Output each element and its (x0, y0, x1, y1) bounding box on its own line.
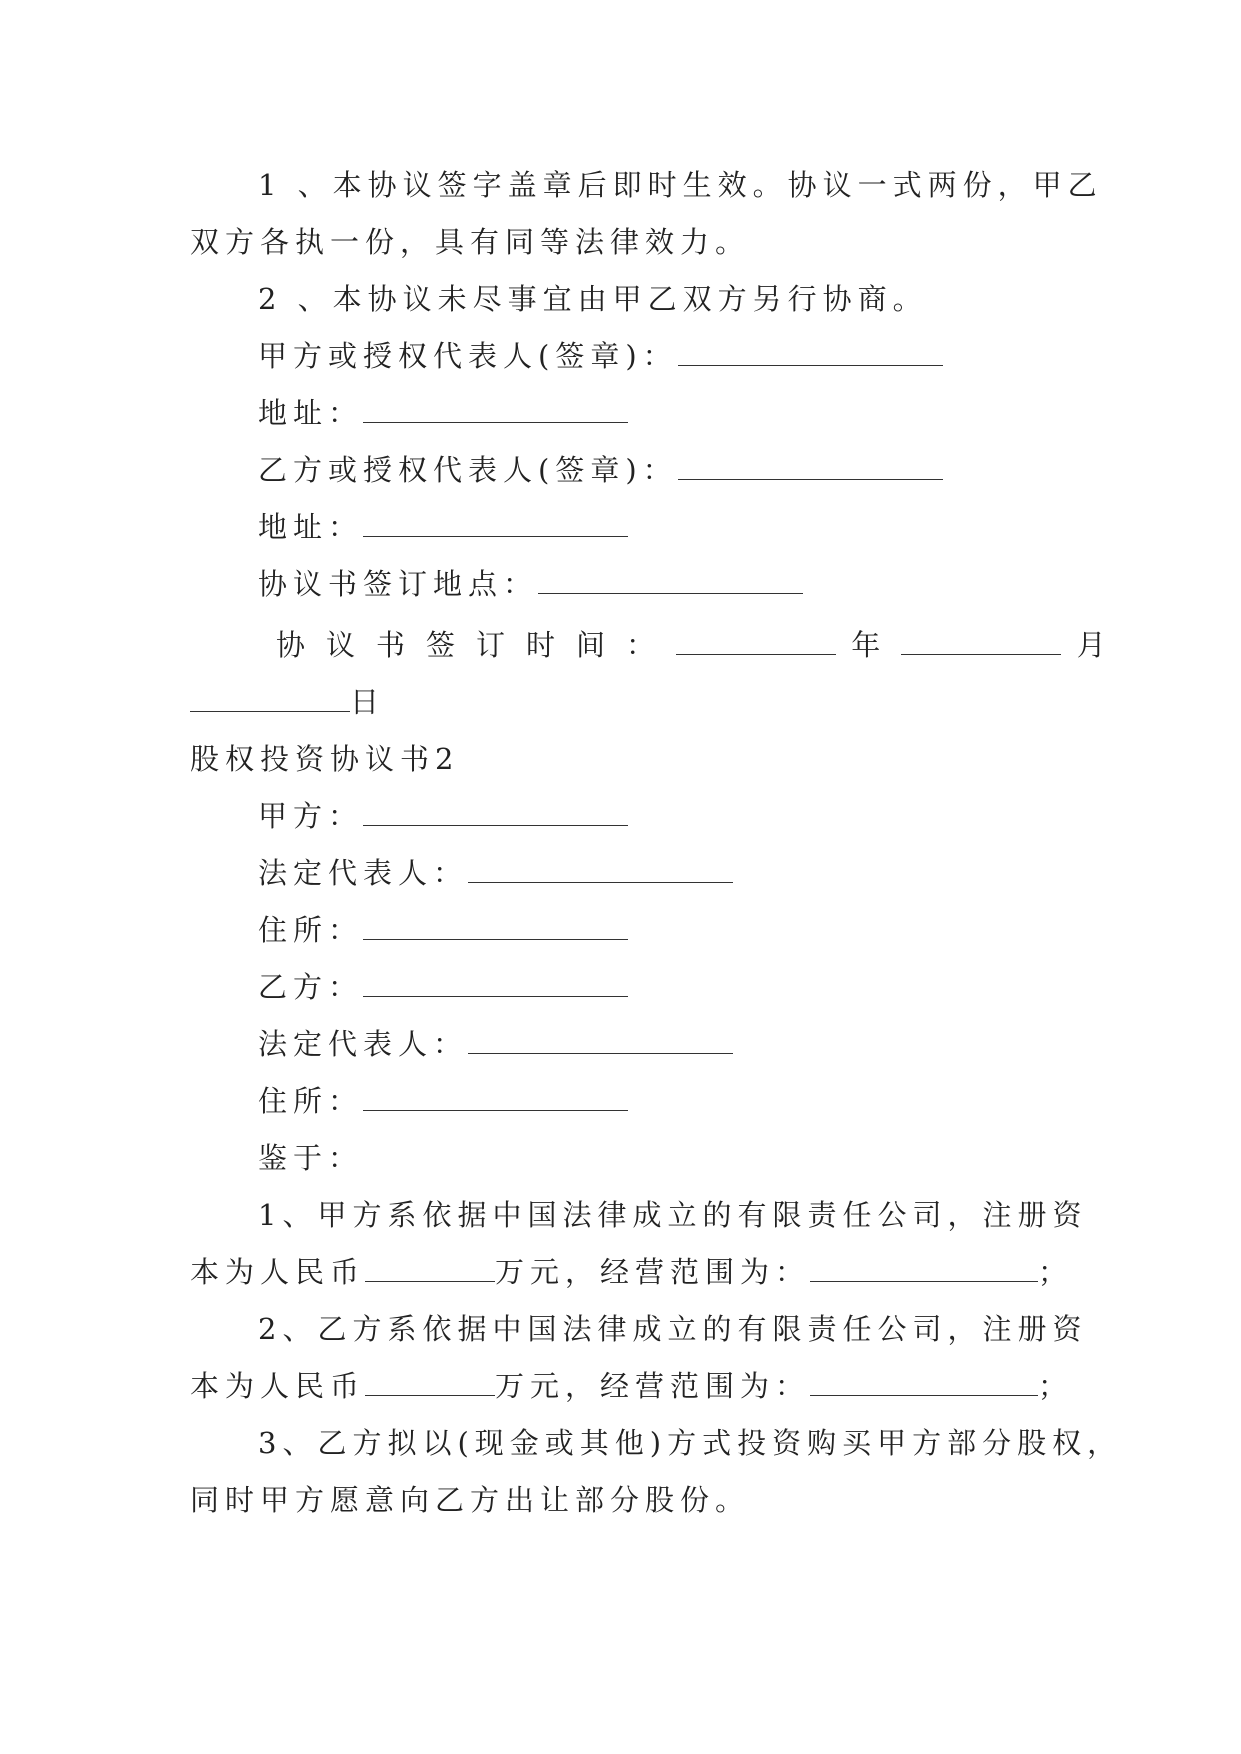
party-b-label: 乙方： (258, 970, 364, 1004)
whereas-1-capital-blank[interactable] (365, 1259, 495, 1282)
whereas-3-line-2: 同时甲方愿意向乙方出让部分股份。 (190, 1483, 751, 1517)
party-a-residence-line (258, 910, 1118, 950)
signing-time-label: 协议书签订时间： (276, 628, 677, 662)
party-a-signature-blank[interactable] (678, 343, 943, 366)
whereas-1-end: ； (1038, 1255, 1074, 1289)
whereas-2-capital-label: 本为人民币 (190, 1369, 366, 1403)
party-a-signature-label: 甲方或授权代表人(签章)： (258, 339, 678, 373)
whereas-1-line-1: 1、甲方系依据中国法律成立的有限责任公司，注册资 (258, 1198, 1088, 1232)
party-b-address-label: 地址： (258, 510, 364, 544)
party-b-residence-line (258, 1081, 1118, 1121)
whereas-1-scope-blank[interactable] (810, 1259, 1038, 1282)
whereas-2-scope-blank[interactable] (810, 1373, 1038, 1396)
signing-day-blank[interactable] (190, 689, 350, 712)
party-a-rep-blank[interactable] (468, 860, 733, 883)
clause-1-line-2: 双方各执一份，具有同等法律效力。 (190, 225, 751, 259)
party-a-address-blank[interactable] (363, 400, 628, 423)
party-a-residence-label: 住所： (258, 913, 364, 947)
party-a-address-line (258, 393, 1118, 433)
party-b-address-blank[interactable] (363, 514, 628, 537)
signing-year-blank[interactable] (676, 632, 836, 655)
party-a-rep-label: 法定代表人： (258, 856, 469, 890)
party-b-residence-blank[interactable] (363, 1088, 628, 1111)
party-b-rep-line (258, 1024, 1118, 1064)
party-a-line (258, 796, 1118, 836)
whereas-1-scope-label: 万元，经营范围为： (495, 1255, 811, 1289)
whereas-2-line-1: 2、乙方系依据中国法律成立的有限责任公司，注册资 (258, 1312, 1088, 1346)
day-label: 日 (350, 685, 386, 719)
section-title: 股权投资协议书2 (190, 742, 460, 776)
party-b-signature-blank[interactable] (678, 457, 943, 480)
whereas-3-line-1: 3、乙方拟以(现金或其他)方式投资购买甲方部分股权， (258, 1426, 1123, 1460)
party-a-address-label: 地址： (258, 396, 364, 430)
clause-2: 2 、本协议未尽事宜由甲乙双方另行协商。 (258, 282, 928, 316)
whereas-heading: 鉴于： (258, 1141, 364, 1175)
signing-month-blank[interactable] (901, 632, 1061, 655)
party-b-address-line (258, 507, 1118, 547)
whereas-2-scope-label: 万元，经营范围为： (495, 1369, 811, 1403)
party-b-signature-label: 乙方或授权代表人(签章)： (258, 453, 678, 487)
signing-place-line (258, 564, 1118, 604)
party-a-signature-line (258, 336, 1118, 376)
month-label: 月 (1076, 628, 1112, 662)
party-a-rep-line (258, 853, 1118, 893)
party-b-rep-label: 法定代表人： (258, 1027, 469, 1061)
party-b-signature-line (258, 450, 1118, 490)
signing-place-blank[interactable] (538, 571, 803, 594)
whereas-1-line-2 (190, 1252, 1074, 1292)
signing-day-line (190, 682, 1050, 722)
party-b-rep-blank[interactable] (468, 1031, 733, 1054)
whereas-2-capital-blank[interactable] (365, 1373, 495, 1396)
party-a-blank[interactable] (363, 803, 628, 826)
signing-time-line (276, 625, 1136, 665)
party-a-label: 甲方： (258, 799, 364, 833)
party-b-line (258, 967, 1118, 1007)
party-b-residence-label: 住所： (258, 1084, 364, 1118)
year-label: 年 (851, 628, 887, 662)
clause-1-line-1: 1 、本协议签字盖章后即时生效。协议一式两份，甲乙 (258, 168, 1103, 202)
party-b-blank[interactable] (363, 974, 628, 997)
whereas-2-line-2 (190, 1366, 1074, 1406)
party-a-residence-blank[interactable] (363, 917, 628, 940)
signing-place-label: 协议书签订地点： (258, 567, 539, 601)
whereas-1-capital-label: 本为人民币 (190, 1255, 366, 1289)
whereas-2-end: ； (1038, 1369, 1074, 1403)
